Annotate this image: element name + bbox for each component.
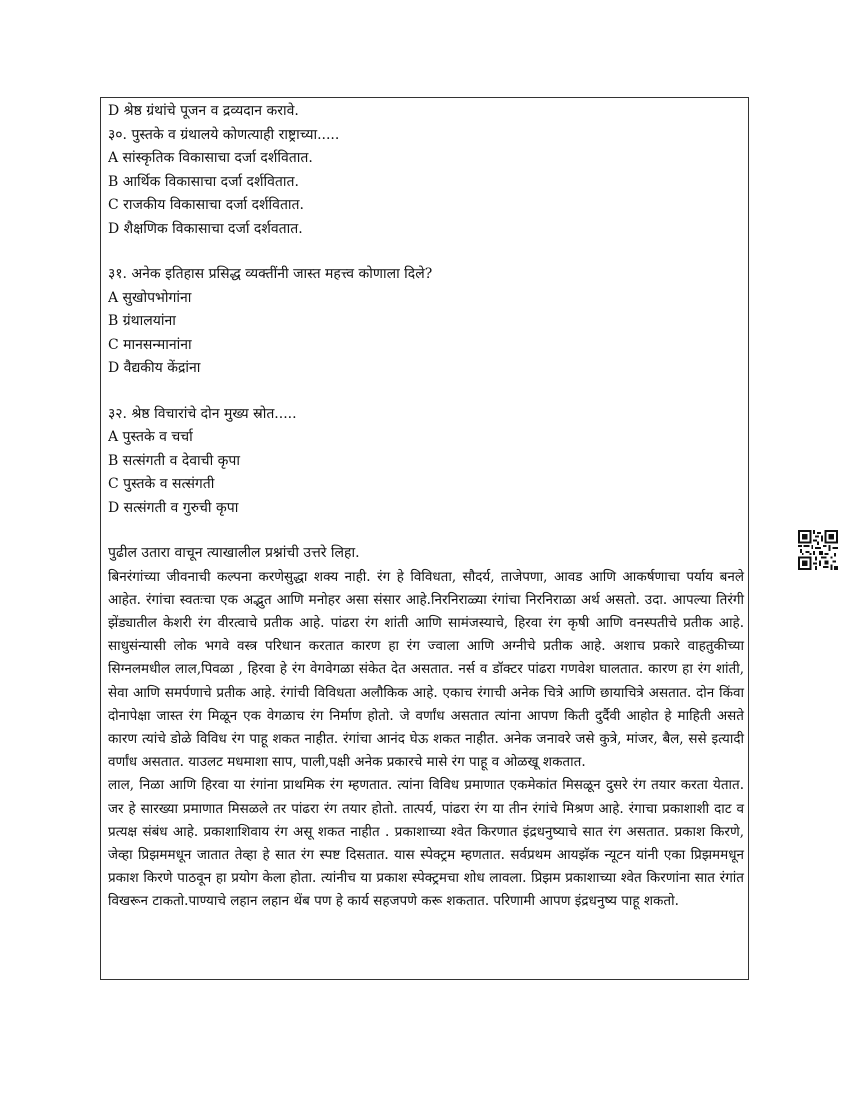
q32-option-d: D सत्संगती व गुरुची कृपा	[108, 499, 239, 516]
q30-option-b: B आर्थिक विकासाचा दर्जा दर्शवितात.	[108, 173, 299, 190]
q32-option-a: A पुस्तके व चर्चा	[108, 429, 193, 445]
q29-option-d: D श्रेष्ठ ग्रंथांचे पूजन व द्रव्यदान करावे.	[108, 103, 299, 119]
q31-option-a: A सुखोपभोगांना	[108, 289, 192, 306]
passage-paragraph-2: लाल, निळा आणि हिरवा या रंगांना प्राथमिक रंग म्हणतात. त्यांना विविध प्रमाणात एकमेकांत मिसळून दुसरे रंग तयार करता येतात. जर हे सारख्या प्रमाणात मिसळले तर पांढरा रंग तयार होतो. तात्पर्य, पांढरा रंग या तीन रंगांचे मिश्रण आहे. रंगाचा प्रकाशाशी दाट व प्रत्यक्ष संबंध आहे. प्रकाशाशिवाय रंग असू शकत नाहीत . प्रकाशाच्या श्वेत किरणात इंद्रधनुष्याचे सात रंग असतात. प्रकाश किरणे, जेव्हा प्रिझममधून जातात तेव्हा हे सात रंग स्पष्ट दिसतात. यास स्पेक्ट्रम म्हणतात. सर्वप्रथम आयझॅक न्यूटन यांनी एका प्रिझममधून प्रकाश किरणे पाठवून हा प्रयोग केला होता. त्यांनीच या प्रकाश स्पेक्ट्रमचा शोध लावला. प्रिझम प्रकाशाच्या श्वेत किरणांना सात रंगांत विखरून टाकतो.पाण्याचे लहान लहान थेंब पण हे कार्य सहजपणे करू शकतात. परिणामी आपण इंद्रधनुष्य पाहू शकतो.	[108, 777, 744, 910]
q31-question: ३१. अनेक इतिहास प्रसिद्ध व्यक्तींनी जास्त महत्त्व कोणाला दिले?	[108, 266, 433, 282]
q30-option-d: D शैक्षणिक विकासाचा दर्जा दर्शवतात.	[108, 220, 303, 237]
question-paper-content	[108, 100, 744, 914]
q32-option-b: B सत्संगती व देवाची कृपा	[108, 452, 240, 469]
passage-instruction: पुढील उतारा वाचून त्याखालील प्रश्नांची उत्तरे लिहा.	[108, 545, 360, 561]
qr-code-icon	[798, 530, 838, 570]
q32-question: ३२. श्रेष्ठ विचारांचे दोन मुख्य स्रोत.....	[108, 405, 297, 422]
question-paper-box	[100, 97, 749, 980]
q31-option-c: C मानसन्मानांना	[108, 336, 192, 353]
q30-option-a: A सांस्कृतिक विकासाचा दर्जा दर्शवितात.	[108, 150, 313, 166]
q31-option-d: D वैद्यकीय केंद्रांना	[108, 360, 201, 376]
q32-option-c: C पुस्तके व सत्संगती	[108, 476, 215, 492]
q30-option-c: C राजकीय विकासाचा दर्जा दर्शवितात.	[108, 197, 304, 213]
passage-paragraph-1: बिनरंगांच्या जीवनाची कल्पना करणेसुद्धा शक्य नाही. रंग हे विविधता, सौदर्य, ताजेपणा, आवड आणि आकर्षणाचा पर्याय बनले आहेत. रंगांचा स्वतःचा एक अद्भुत आणि मनोहर असा संसार आहे.निरनिराळ्या रंगांचा निरनिराळा अर्थ असतो. उदा. आपल्या तिरंगी झेंड्यातील केशरी रंग वीरत्वाचे प्रतीक आहे. पांढरा रंग शांती आणि सामंजस्याचे, हिरवा रंग कृषी आणि वनस्पतीचे प्रतीक आहे. साधुसंन्यासी लोक भगवे वस्त्र परिधान करतात कारण हा रंग ज्वाला आणि अग्नीचे प्रतीक आहे. अशाच प्रकारे वाहतुकीच्या सिग्नलमधील लाल,पिवळा , हिरवा हे रंग वेगवेगळा संकेत देत असतात. नर्स व डॉक्टर पांढरा गणवेश घालतात. कारण हा रंग शांती, सेवा आणि समर्पणाचे प्रतीक आहे. रंगांची विविधता अलौकिक आहे. एकाच रंगाची अनेक चित्रे आणि छायाचित्रे असतात. दोन किंवा दोनापेक्षा जास्त रंग मिळून एक वेगळाच रंग निर्माण होतो. जे वर्णांध असतात त्यांना आपण किती दुर्दैवी आहोत हे माहिती असते कारण त्यांचे डोळे विविध रंग पाहू शकत नाहीत. रंगांचा आनंद घेऊ शकत नाहीत. अनेक जनावरे जसे कुत्रे, मांजर, बैल, ससे इत्यादी वर्णांध असतात. याउलट मधमाशा साप, पाली,पक्षी अनेक प्रकारचे मासे रंग पाहू व ओळखू शकतात.	[108, 568, 744, 771]
q31-option-b: B ग्रंथालयांना	[108, 313, 176, 329]
q30-question: ३०. पुस्तके व ग्रंथालये कोणत्याही राष्ट्राच्या.....	[108, 126, 340, 143]
